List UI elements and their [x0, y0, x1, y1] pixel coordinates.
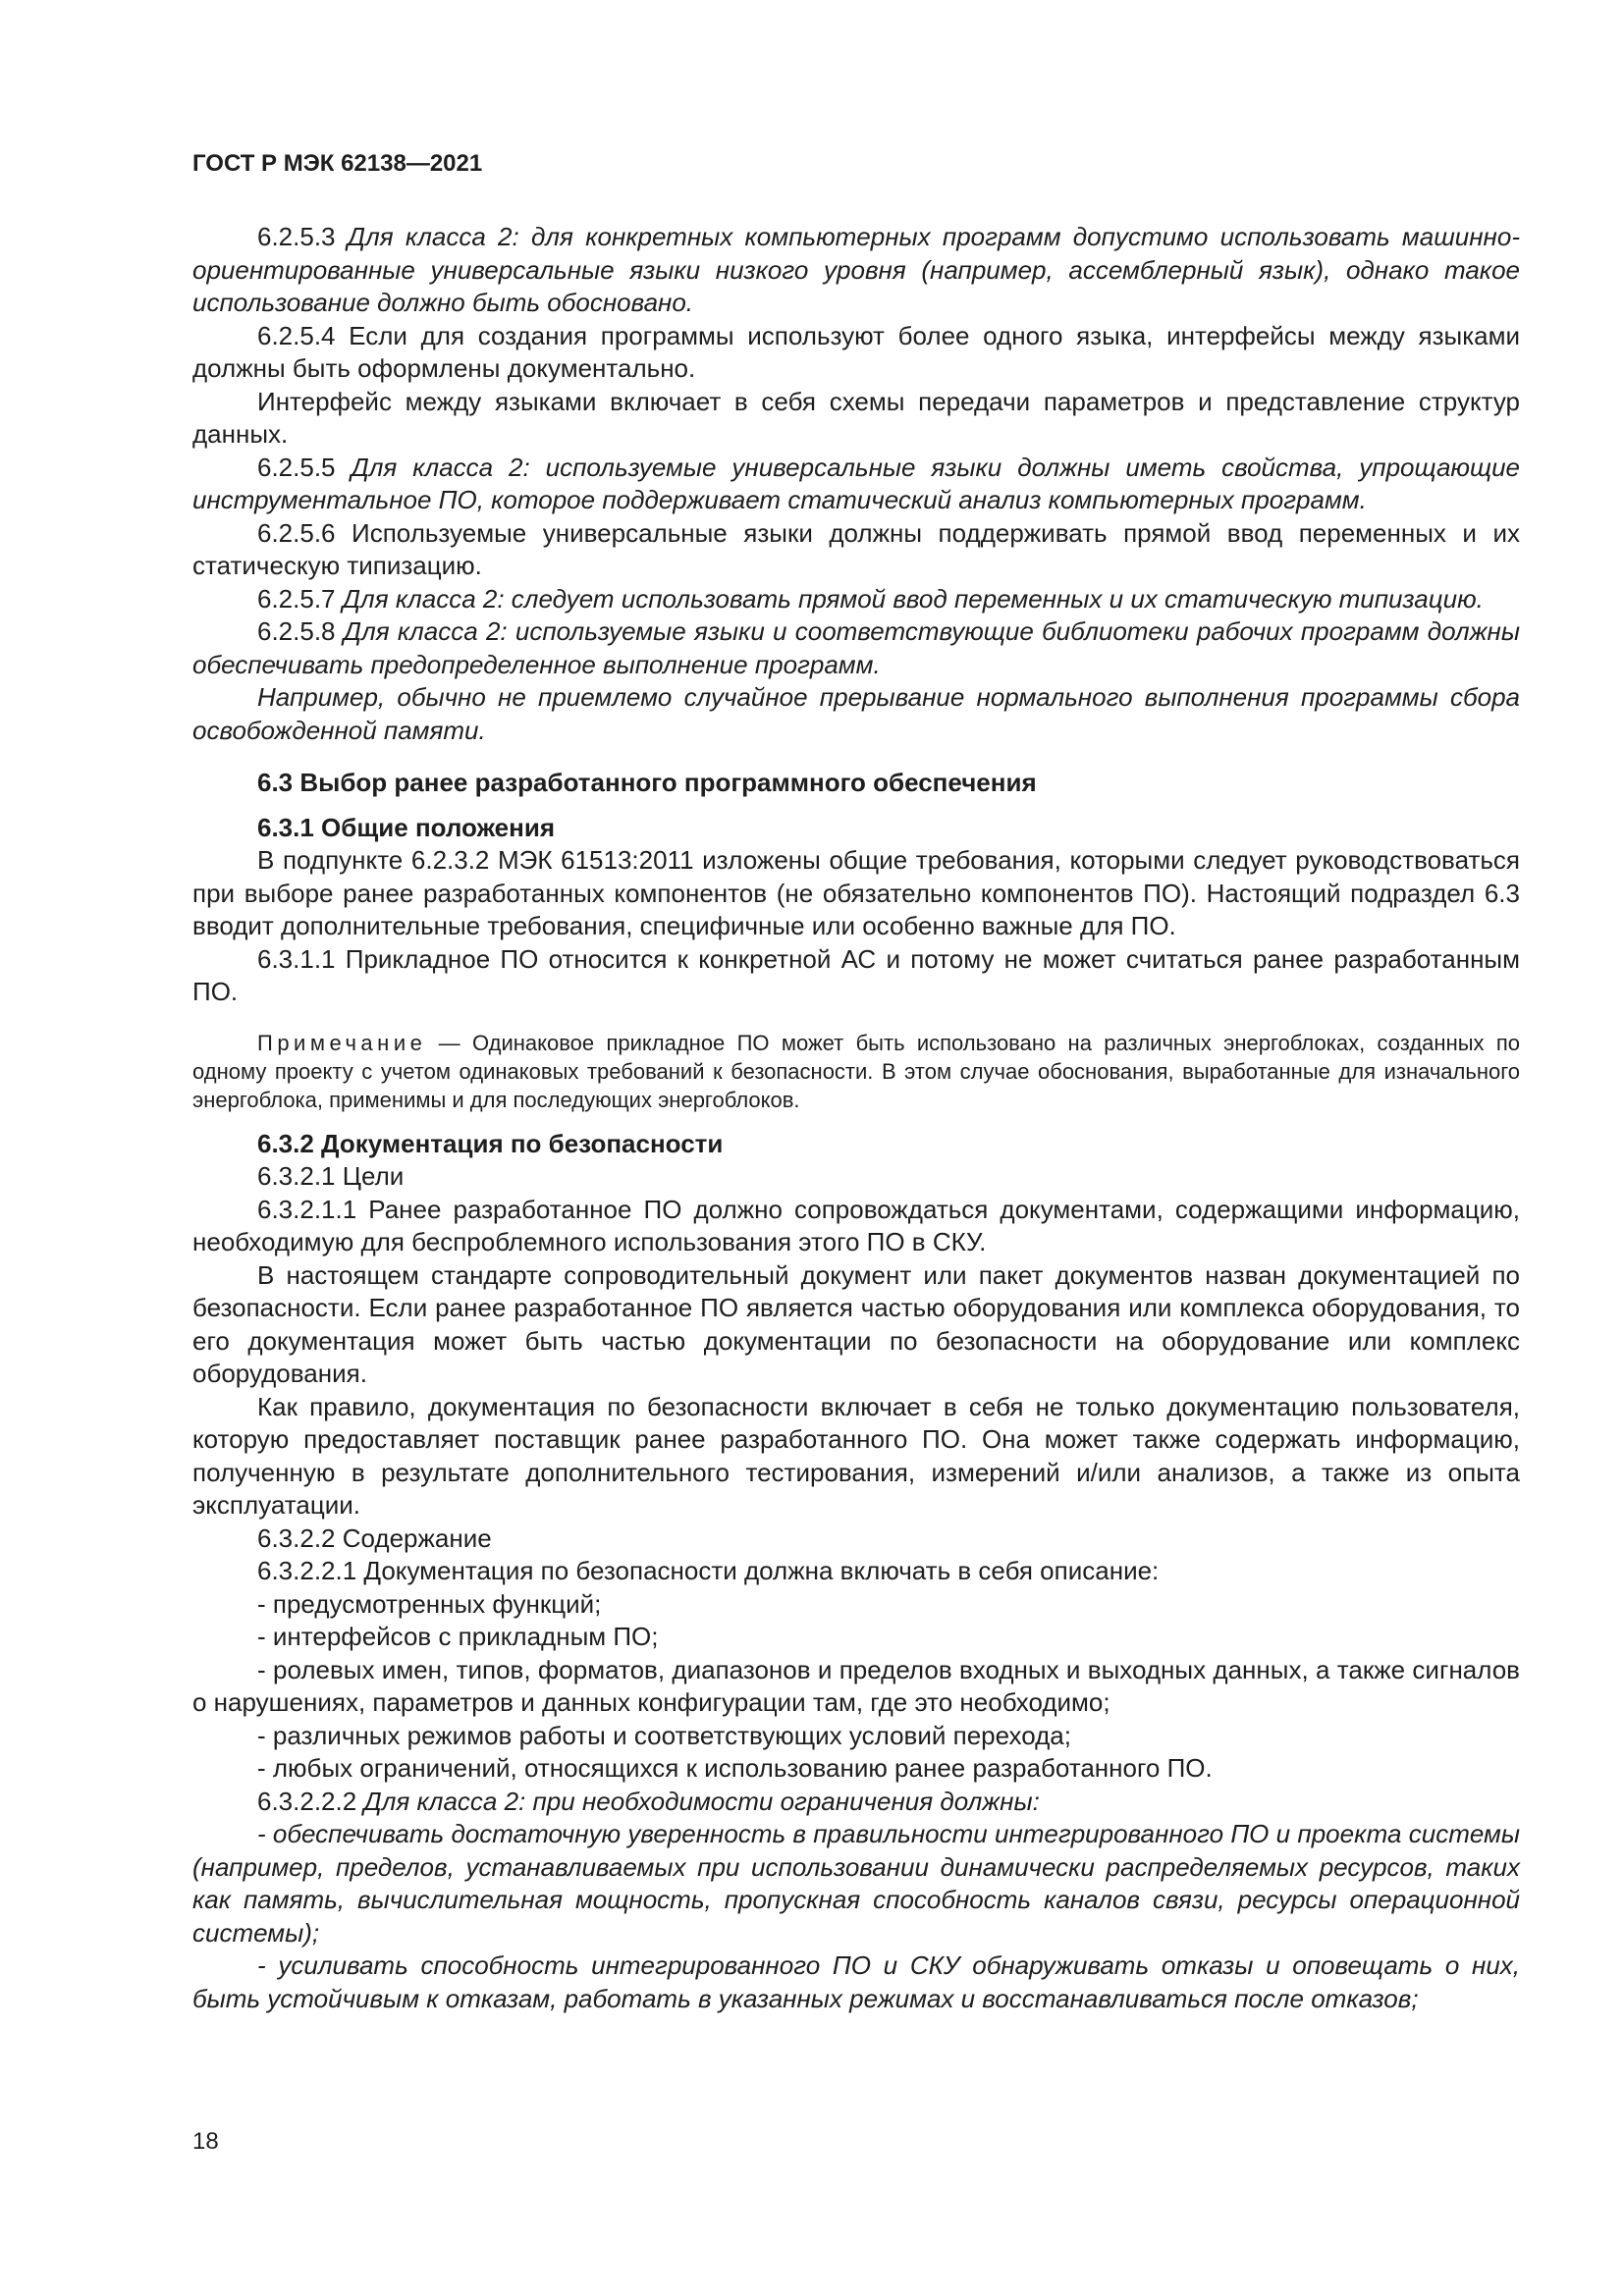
paragraph-text: Ранее разработанное ПО должно сопровождаться документами, содержащими информацию, необходимую для беспроблемного использования этого ПО в СКУ. [192, 1194, 1520, 1256]
paragraph [192, 1654, 1520, 1720]
paragraph-text: Например, обычно не приемлемо случайное прерывание нормального выполнения программы сбора освобожденной памяти. [192, 682, 1520, 745]
clause-number: 6.2.5.5 [257, 452, 336, 482]
subsection-heading: 6.3.1 Общие положения [257, 812, 555, 842]
paragraph-text: Интерфейс между языками включает в себя схемы передачи параметров и представление структур данных. [192, 386, 1520, 449]
paragraph [192, 221, 1520, 320]
paragraph-text: Для класса 2: для конкретных компьютерных программ допустимо использовать машинно-ориентированные универсальные языки низкого уровня (например, ассемблерный язык), однако такое использование должно быть обосновано. [192, 222, 1520, 317]
note-text: — Одинаковое прикладное ПО может быть использовано на различных энергоблоках, созданных по одному проекту с учетом одинаковых требований к безопасности. В этом случае обоснования, выработанные для изначального энергоблока, применимы и для последующих энергоблоков. [192, 1030, 1520, 1112]
paragraph-text: Для класса 2: при необходимости ограничения должны: [356, 1786, 1040, 1816]
paragraph [192, 1391, 1520, 1522]
paragraph-text: - различных режимов работы и соответствующих условий перехода; [257, 1720, 1071, 1750]
clause-number: 6.2.5.7 [257, 583, 336, 614]
paragraph-text: - интерфейсов с прикладным ПО; [257, 1622, 659, 1651]
paragraph [192, 1621, 1520, 1654]
clause-number: 6.2.5.6 [257, 517, 336, 548]
paragraph [192, 583, 1520, 616]
paragraph-text: 6.3.2.1 Цели [257, 1161, 405, 1191]
paragraph [192, 1786, 1520, 1819]
paragraph-text: - любых ограничений, относящихся к использованию ранее разработанного ПО. [257, 1753, 1213, 1783]
paragraph-text: - усиливать способность интегрированного ПО и СКУ обнаруживать отказы и оповещать о них, быть устойчивым к отказам, работать в указанных режимах и восстанавливаться после отказов; [192, 1950, 1520, 2013]
paragraph [192, 320, 1520, 386]
paragraph [192, 1720, 1520, 1753]
document-header: ГОСТ Р МЭК 62138—2021 [192, 150, 483, 177]
paragraph-text: Как правило, документация по безопасности включает в себя не только документацию пользователя, которую предоставляет поставщик ранее разработанного ПО. Она может также содержать информацию, полученную в результате дополнительного тестирования, измерений и/или анализов, а также из опыта эксплуатации. [192, 1391, 1520, 1520]
paragraph-text: Для класса 2: следует использовать прямой ввод переменных и их статическую типизацию. [335, 583, 1484, 614]
paragraph [192, 681, 1520, 747]
paragraph [192, 943, 1520, 1009]
paragraph-text: - предусмотренных функций; [257, 1588, 602, 1619]
clause-number: 6.3.2.2.1 [257, 1556, 357, 1585]
paragraph [192, 386, 1520, 452]
paragraph-text: - ролевых имен, типов, форматов, диапазонов и пределов входных и выходных данных, а также сигналов о нарушениях, параметров и данных конфигурации там, где это необходимо; [192, 1654, 1520, 1717]
page-number: 18 [192, 2128, 219, 2155]
paragraph [192, 517, 1520, 583]
section-heading: 6.3 Выбор ранее разработанного программного обеспечения [257, 768, 1037, 797]
document-body [192, 221, 1520, 2015]
clause-number: 6.2.5.3 [257, 222, 336, 251]
note-label: Примечание [257, 1030, 427, 1055]
subsection-heading: 6.3.2 Документация по безопасности [257, 1128, 724, 1158]
paragraph-text: Используемые универсальные языки должны поддерживать прямой ввод переменных и их статическую типизацию. [192, 517, 1520, 580]
paragraph [192, 1818, 1520, 1949]
paragraph-text: В подпункте 6.2.3.2 МЭК 61513:2011 изложены общие требования, которыми следует руководствоваться при выборе ранее разработанных компонентов (не обязательно компонентов ПО). Настоящий подраздел 6.3 вводит дополнительные требования, специфичные или особенно важные для ПО. [192, 845, 1520, 940]
paragraph [192, 1555, 1520, 1588]
paragraph [192, 615, 1520, 681]
paragraph-text: Для класса 2: используемые языки и соответствующие библиотеки рабочих программ должны обеспечивать предопределенное выполнение программ. [192, 616, 1520, 679]
clause-number: 6.3.1.1 [257, 943, 336, 974]
paragraph [192, 452, 1520, 517]
note [192, 1029, 1520, 1114]
clause-number: 6.2.5.8 [257, 616, 336, 646]
paragraph-text: Прикладное ПО относится к конкретной АС и потому не может считаться ранее разработанным ПО. [192, 943, 1520, 1006]
paragraph-text: 6.3.2.2 Содержание [257, 1522, 492, 1553]
clause-number: 6.3.2.2.2 [257, 1786, 357, 1816]
paragraph [192, 1752, 1520, 1786]
paragraph [192, 1194, 1520, 1259]
paragraph-text: Для класса 2: используемые универсальные языки должны иметь свойства, упрощающие инструментальное ПО, которое поддерживает статический анализ компьютерных программ. [192, 452, 1520, 514]
paragraph [192, 1949, 1520, 2015]
paragraph [192, 1160, 1520, 1194]
paragraph-text: - обеспечивать достаточную уверенность в правильности интегрированного ПО и проекта системы (например, пределов, устанавливаемых при использовании динамически распределяемых ресурсов, таких как память, вычислительная мощность, пропускная способность каналов связи, ресурсы операционной системы); [192, 1819, 1520, 1948]
paragraph [192, 1259, 1520, 1391]
clause-number: 6.2.5.4 [257, 320, 336, 350]
paragraph [192, 844, 1520, 943]
paragraph-text: Документация по безопасности должна включать в себя описание: [356, 1556, 1160, 1585]
paragraph [192, 1522, 1520, 1556]
paragraph-text: Если для создания программы используют более одного языка, интерфейсы между языками должны быть оформлены документально. [192, 320, 1520, 383]
paragraph [192, 1588, 1520, 1622]
paragraph-text: В настоящем стандарте сопроводительный документ или пакет документов назван документацией по безопасности. Если ранее разработанное ПО является частью оборудования или комплекса оборудования, то его документация может быть частью документации по безопасности на оборудование или комплекс оборудования. [192, 1259, 1520, 1388]
clause-number: 6.3.2.1.1 [257, 1194, 357, 1224]
